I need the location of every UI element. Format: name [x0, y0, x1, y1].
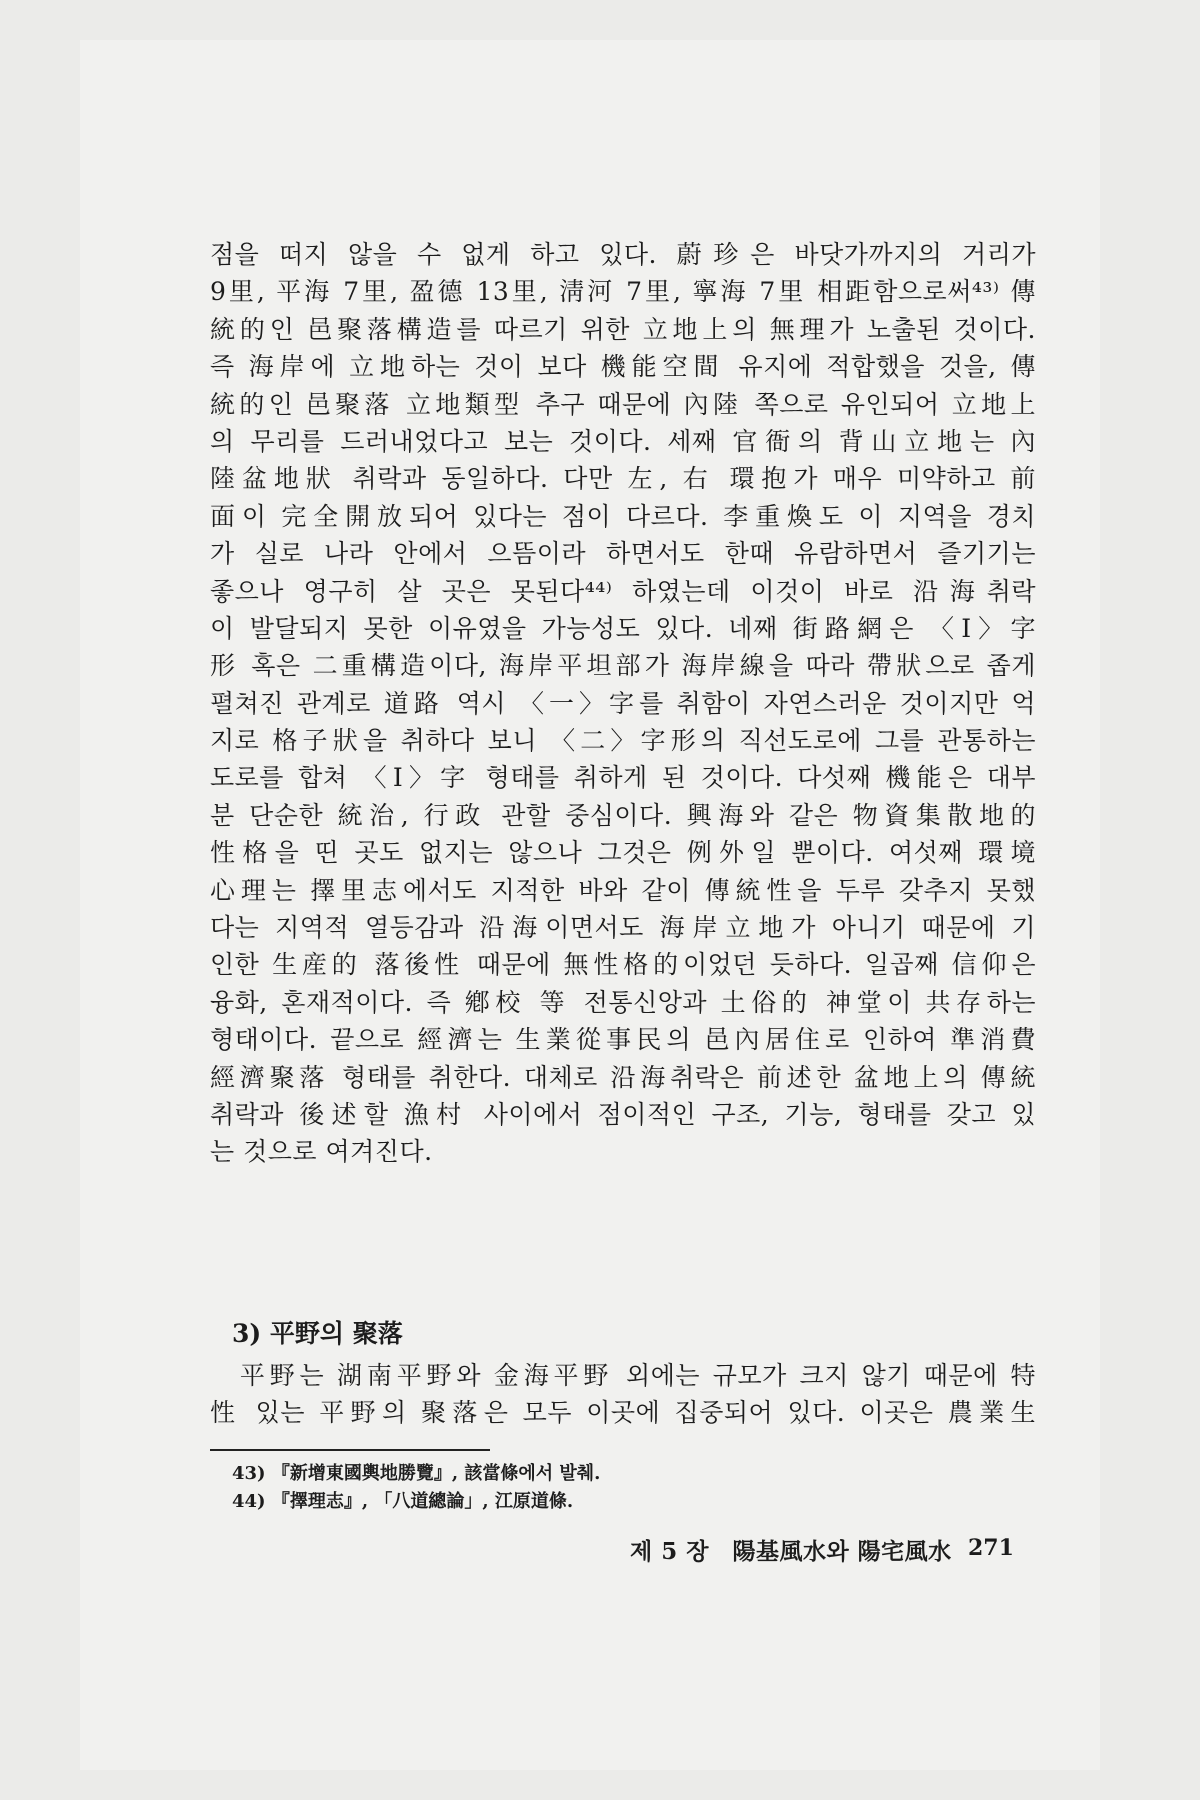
section-paragraph: [210, 1357, 1036, 1432]
footnote-43: 43) 『新增東國輿地勝覽』, 該當條에서 발췌.: [232, 1463, 601, 1484]
page-number: 271: [968, 1535, 1014, 1561]
text-line: 이 발달되지 못한 이유였을 가능성도 있다. 네째 街路網은 〈I〉字: [210, 613, 1036, 643]
footnotes: [232, 1460, 600, 1516]
section-heading: 3) 平野의 聚落: [232, 1319, 403, 1348]
text-line: 융화, 혼재적이다. 즉 鄕校 等 전통신앙과 土俗的 神堂이 共存하는: [210, 987, 1036, 1017]
text-line: 統的인 邑聚落 立地類型 추구 때문에 內陸 쪽으로 유인되어 立地上: [210, 389, 1036, 419]
text-line: 經濟聚落 형태를 취한다. 대체로 沿海취락은 前述한 盆地上의 傳統: [210, 1062, 1036, 1092]
text-line: 心理는 擇里志에서도 지적한 바와 같이 傳統性을 두루 갖추지 못했: [210, 875, 1036, 905]
text-line: 陸盆地狀 취락과 동일하다. 다만 左, 右 環抱가 매우 미약하고 前: [210, 464, 1036, 494]
text-line: 가 실로 나라 안에서 으뜸이라 하면서도 한때 유람하면서 즐기기는: [210, 539, 1036, 569]
text-line: 분 단순한 統治, 行政 관할 중심이다. 興海와 같은 物資集散地的: [210, 800, 1036, 830]
text-line: 性 있는 平野의 聚落은 모두 이곳에 집중되어 있다. 이곳은 農業生: [210, 1398, 1036, 1428]
text-line: 도로를 합쳐 〈I〉字 형태를 취하게 된 것이다. 다섯째 機能은 대부: [210, 763, 1036, 793]
text-line: 平野는 湖南平野와 金海平野 외에는 규모가 크지 않기 때문에 特: [210, 1361, 1036, 1390]
footnote-44: 44) 『擇理志』, 「八道總論」, 江原道條.: [232, 1491, 574, 1512]
text-line: 面이 完全開放되어 있다는 점이 다르다. 李重煥도 이 지역을 경치: [210, 501, 1036, 531]
text-line: 性格을 띤 곳도 없지는 않으나 그것은 例外일 뿐이다. 여섯째 環境: [210, 838, 1036, 868]
text-line: 펼쳐진 관계로 道路 역시 〈一〉字를 취함이 자연스러운 것이지만 억: [210, 688, 1036, 718]
text-line: 다는 지역적 열등감과 沿海이면서도 海岸立地가 아니기 때문에 기: [210, 913, 1036, 943]
text-line: 9里, 平海 7里, 盈德 13里, 淸河 7里, 寧海 7里 相距함으로써⁴³⁾ 傳: [210, 277, 1036, 307]
text-line: 統的인 邑聚落構造를 따르기 위한 立地上의 無理가 노출된 것이다.: [210, 314, 1036, 344]
text-line: 형태이다. 끝으로 經濟는 生業從事民의 邑內居住로 인하여 準消費: [210, 1025, 1036, 1055]
body-paragraph: [210, 236, 1036, 1171]
text-line: 는 것으로 여겨진다.: [210, 1137, 433, 1167]
text-line: 形 혹은 二重構造이다, 海岸平坦部가 海岸線을 따라 帶狀으로 좁게: [210, 651, 1036, 681]
text-line: 의 무리를 드러내었다고 보는 것이다. 세째 官衙의 背山立地는 內: [210, 426, 1036, 456]
footnote-divider: [210, 1449, 490, 1451]
text-line: 인한 生産的 落後性 때문에 無性格的이었던 듯하다. 일곱째 信仰은: [210, 950, 1036, 980]
running-footer: 제 5 장 陽基風水와 陽宅風水: [630, 1538, 952, 1565]
text-line: 지로 格子狀을 취하다 보니 〈二〉字形의 직선도로에 그를 관통하는: [210, 726, 1036, 756]
text-line: 취락과 後述할 漁村 사이에서 점이적인 구조, 기능, 형태를 갖고 있: [210, 1099, 1036, 1129]
text-line: 즉 海岸에 立地하는 것이 보다 機能空間 유지에 적합했을 것을, 傳: [210, 352, 1036, 382]
text-line: 점을 떠지 않을 수 없게 하고 있다. 蔚珍은 바닷가까지의 거리가: [210, 240, 1036, 269]
text-line: 좋으나 영구히 살 곳은 못된다⁴⁴⁾ 하였는데 이것이 바로 沿海취락: [210, 576, 1036, 606]
